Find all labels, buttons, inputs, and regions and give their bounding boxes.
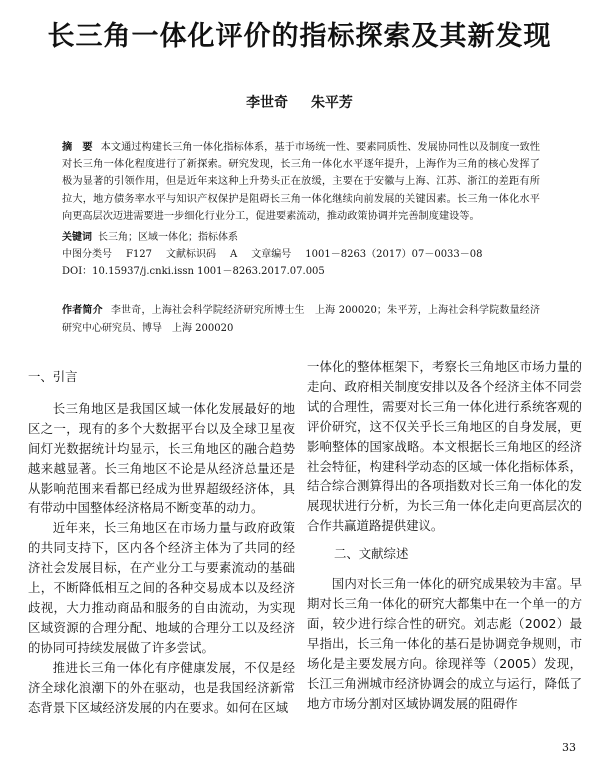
body-paragraph: 近年来，长三角地区在市场力量与政府政策的共同支持下，区内各个经济主体为了共同的经济社会发展目标，在产业分工与要素流动的基础上，不断降低相互之间的各种交易成本以及经济歧视，大力推动商品和服务的自由流动，为实现区域资源的合理分配、地域的合理分工以及经济的协同可持续发展做了许多尝试。 bbox=[28, 520, 295, 655]
body-paragraph: 国内对长三角一体化的研究成果较为丰富。早期对长三角一体化的研究大都集中在一个单一的方面，较少进行综合性的研究。刘志彪（2002）最早指出，长三角一体化的基石是协调竞争规则，市场化是主要发展方向。徐现祥等（2005）发现，长江三角洲城市经济协调会的成立与运行，降低了地方市场分割对区域协调发展的阻碍作 bbox=[307, 576, 582, 711]
body-paragraph: 一体化的整体框架下，考察长三角地区市场力量的走向、政府相关制度安排以及各个经济主体不同尝试的合理性，需要对长三角一体化进行系统客观的评价研究，这不仅关乎长三角地区的自身发展，更影响整体的国家战略。本文根据长三角地区的经济社会特征，构建科学动态的区域一体化指标体系，结合综合测算得出的各项指数对长三角一体化的发展现状进行分析，为长三角一体化走向更高层次的合作共赢道路提供建议。 bbox=[307, 359, 582, 534]
doc-code-label: 文献标识码 bbox=[166, 249, 217, 260]
section-heading: 一、引言 bbox=[28, 369, 78, 384]
author-name: 李世奇 bbox=[246, 95, 289, 111]
body-paragraph: 推进长三角一体化有序健康发展，不仅是经济全球化浪潮下的外在驱动，也是我国经济新常态背景下区域经济发展的内在要求。如何在区域 bbox=[28, 659, 295, 715]
author-info bbox=[62, 302, 540, 338]
author-info-text: 李世奇，上海社会科学院经济研究所博士生 上海 200020；朱平芳，上海社会科学院数量经济研究中心研究员、博导 上海 200020 bbox=[62, 305, 540, 334]
page-number: 33 bbox=[562, 741, 576, 754]
classification-line bbox=[62, 247, 542, 264]
author-info-label: 作者简介 bbox=[62, 305, 103, 316]
abstract-text: 本文通过构建长三角一体化指标体系，基于市场统一性、要素同质性、发展协同性以及制度一致性对长三角一体化程度进行了新探索。研究发现，长三角一体化水平逐年提升，上海作为三角的核心发挥了极为显著的引领作用，但是近年来这种上升势头正在放缓，主要在于安徽与上海、江苏、浙江的差距有所拉大，地方债务率水平与知识产权保护是阻碍长三角一体化继续向前发展的关键因素。长三角一体化水平向更高层次迈进需要进一步细化行业分工，促进要素流动，推动政策协调并完善制度建设等。 bbox=[62, 142, 540, 222]
author-list bbox=[0, 92, 599, 112]
clc-label: 中图分类号 bbox=[62, 249, 112, 260]
body-paragraph: 长三角地区是我国区域一体化发展最好的地区之一，现有的多个大数据平台以及全球卫星夜间灯光数据统计均显示，长三角地区的融合趋势越来越显著。长三角地区不论是从经济总量还是从影响范围来看都已经成为世界超级经济体，具有带动中国整体经济格局不断变革的动力。 bbox=[28, 400, 295, 516]
abstract bbox=[62, 139, 540, 225]
doc-code-value: A bbox=[230, 249, 238, 260]
section-heading: 二、文献综述 bbox=[334, 546, 409, 562]
clc-value: F127 bbox=[126, 249, 153, 260]
keywords-line bbox=[62, 230, 542, 247]
left-column bbox=[28, 357, 295, 717]
keywords-text: 长三角；区域一体化；指标体系 bbox=[98, 232, 238, 243]
keywords-label: 关键词 bbox=[62, 232, 92, 243]
doi-text: DOI：10.15937/j.cnki.issn 1001－8263.2017.07.005 bbox=[62, 266, 325, 277]
paper-title: 长三角一体化评价的指标探索及其新发现 bbox=[47, 21, 552, 52]
author-name: 朱平芳 bbox=[310, 95, 353, 111]
article-no-label: 文章编号 bbox=[251, 249, 292, 260]
article-no-value: 1001－8263（2017）07－0033－08 bbox=[305, 249, 483, 260]
right-column bbox=[307, 357, 582, 713]
abstract-label: 摘 要 bbox=[62, 141, 93, 153]
doi-line bbox=[62, 264, 542, 281]
